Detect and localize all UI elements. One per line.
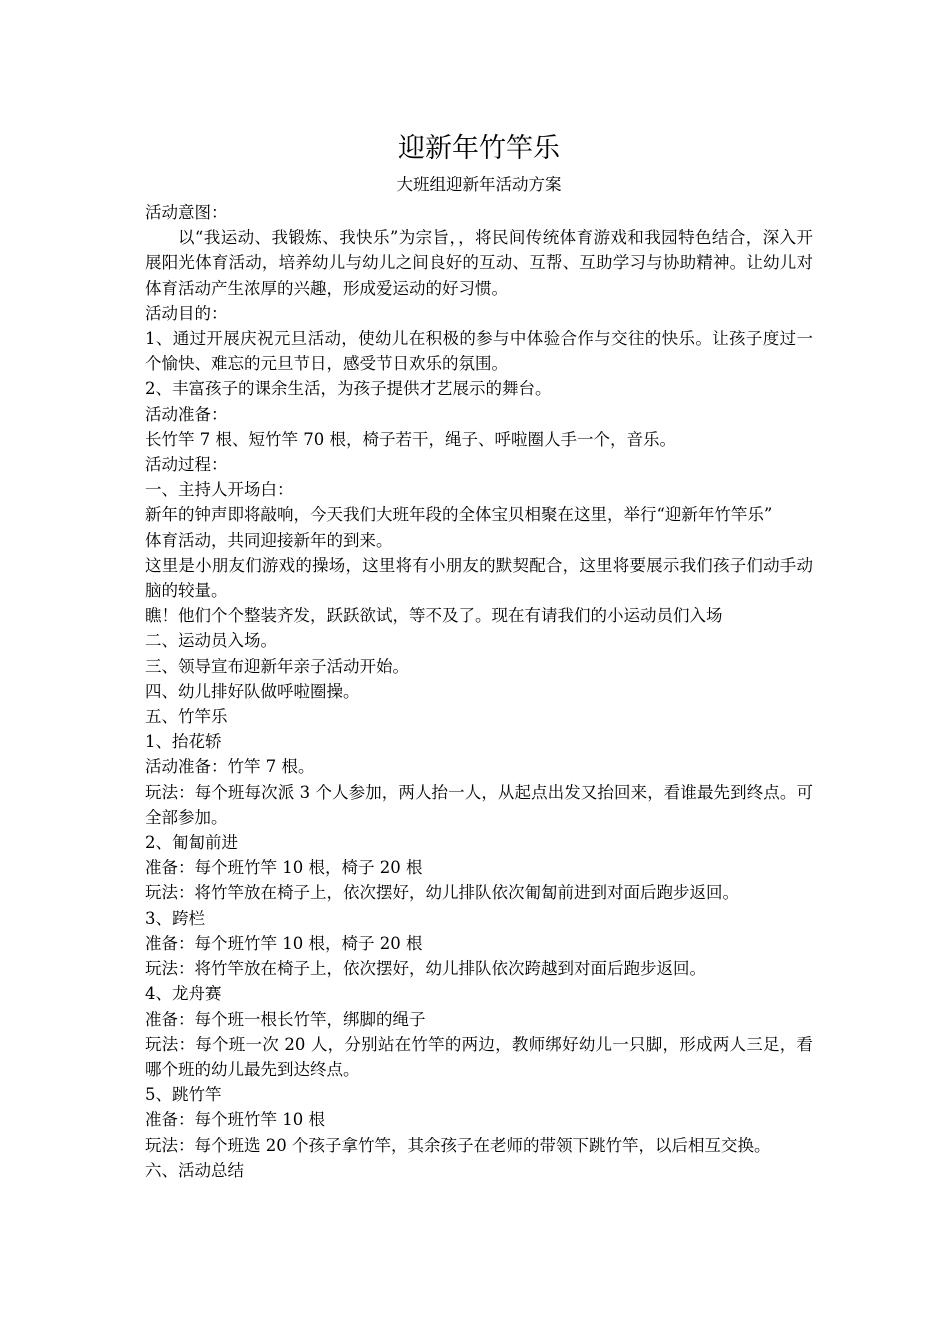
paragraph: 体育活动，共同迎接新年的到来。 (145, 530, 393, 550)
paragraph: 新年的钟声即将敲响，今天我们大班年段的全体宝贝相聚在这里，举行“迎新年竹竿乐” (145, 505, 773, 525)
paragraph: 4、龙舟赛 (145, 984, 222, 1004)
paragraph: 五、竹竿乐 (145, 707, 228, 727)
document-body (145, 128, 813, 1183)
paragraph: 准备：每个班一根长竹竿，绑脚的绳子 (145, 1009, 426, 1029)
paragraph: 准备：每个班竹竿 10 根 (145, 1110, 325, 1130)
paragraph: 活动准备：竹竿 7 根。 (145, 757, 315, 777)
paragraph: 三、领导宣布迎新年亲子活动开始。 (145, 656, 409, 676)
paragraph: 1、抬花轿 (145, 732, 222, 752)
paragraph: 四、幼儿排好队做呼啦圈操。 (145, 681, 360, 701)
document-subtitle: 大班组迎新年活动方案 (396, 175, 562, 194)
paragraph: 一、主持人开场白： (145, 480, 294, 500)
paragraph: 准备：每个班竹竿 10 根，椅子 20 根 (145, 858, 423, 878)
paragraph: 5、跳竹竿 (145, 1085, 222, 1105)
paragraph-list (145, 200, 813, 1183)
paragraph: 这里是小朋友们游戏的操场，这里将有小朋友的默契配合，这里将要展示我们孩子们动手动脑的较量。 (145, 555, 813, 601)
paragraph: 玩法：每个班一次 20 人，分别站在竹竿的两边，教师绑好幼儿一只脚，形成两人三足，看哪个班的幼儿最先到达终点。 (145, 1034, 813, 1079)
paragraph: 玩法：每个班每次派 3 个人参加，两人抬一人，从起点出发又抬回来，看谁最先到终点。可全部参加。 (145, 782, 813, 827)
paragraph: 活动目的： (145, 303, 228, 323)
paragraph: 3、跨栏 (145, 908, 205, 928)
paragraph: 1、通过开展庆祝元旦活动，使幼儿在积极的参与中体验合作与交往的快乐。让孩子度过一个愉快、难忘的元旦节日，感受节日欢乐的氛围。 (145, 329, 813, 374)
paragraph: 六、活动总结 (145, 1160, 244, 1180)
document-title: 迎新年竹竿乐 (398, 133, 560, 164)
paragraph: 活动准备： (145, 404, 228, 424)
paragraph: 玩法：将竹竿放在椅子上，依次摆好，幼儿排队依次匍匐前进到对面后跑步返回。 (145, 883, 739, 903)
paragraph: 二、运动员入场。 (145, 631, 277, 651)
paragraph: 玩法：将竹竿放在椅子上，依次摆好，幼儿排队依次跨越到对面后跑步返回。 (145, 959, 706, 979)
paragraph: 2、匍匐前进 (145, 833, 238, 853)
paragraph: 2、丰富孩子的课余生活，为孩子提供才艺展示的舞台。 (145, 379, 552, 399)
paragraph: 以“我运动、我锻炼、我快乐”为宗旨，，将民间传统体育游戏和我园特色结合，深入开展阳光体育活动，培养幼儿与幼儿之间良好的互动、互帮、互助学习与协助精神。让幼儿对体育活动产生浓厚的兴趣，形成爱运动的好习惯。 (145, 228, 813, 298)
paragraph: 长竹竿 7 根、短竹竿 70 根，椅子若干，绳子、呼啦圈人手一个，音乐。 (145, 429, 676, 449)
paragraph: 活动过程： (145, 455, 228, 475)
paragraph: 瞧！他们个个整装齐发，跃跃欲试，等不及了。现在有请我们的小运动员们入场 (145, 606, 723, 626)
paragraph: 活动意图： (145, 203, 228, 222)
paragraph: 玩法：每个班选 20 个孩子拿竹竿，其余孩子在老师的带领下跳竹竿，以后相互交换。 (145, 1135, 771, 1155)
paragraph: 准备：每个班竹竿 10 根，椅子 20 根 (145, 933, 423, 953)
